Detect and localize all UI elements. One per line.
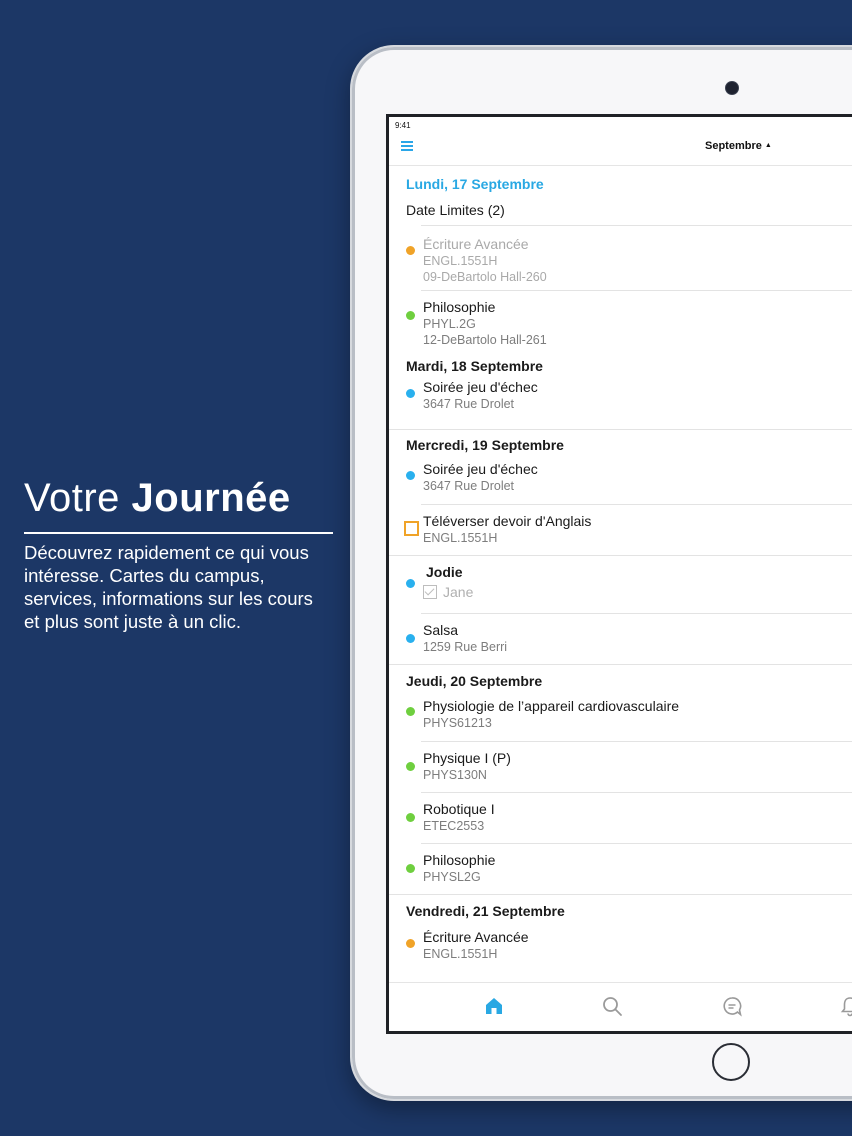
agenda-feed	[389, 166, 852, 971]
status-dot	[406, 864, 415, 873]
caret-up-icon: ▲	[764, 142, 772, 149]
list-item[interactable]: Soirée jeu d'échec 3647 Rue Drolet	[389, 379, 852, 429]
list-item[interactable]: Robotique I ETEC2553	[389, 793, 852, 843]
status-time: 9:41	[395, 121, 411, 130]
hamburger-menu-icon[interactable]	[401, 141, 413, 153]
chat-icon[interactable]	[721, 995, 743, 1017]
promo-title-light: Votre	[24, 476, 132, 520]
status-dot	[406, 707, 415, 716]
home-button[interactable]	[712, 1043, 750, 1081]
home-icon[interactable]	[483, 995, 505, 1017]
nav-bar	[389, 131, 852, 166]
list-item[interactable]: Philosophie PHYSL2G	[389, 844, 852, 894]
list-item[interactable]: Écriture Avancée ENGL.1551H 09-DeBartolo Hall-260	[389, 226, 852, 290]
deadlines-subheader: Date Limites (2)	[406, 202, 505, 218]
month-selector[interactable]	[705, 140, 772, 152]
day-header-wednesday: Mercredi, 19 Septembre	[406, 437, 564, 453]
camera-icon	[725, 81, 739, 95]
status-dot	[406, 762, 415, 771]
status-dot	[406, 246, 415, 255]
list-item[interactable]: Physique I (P) PHYS130N	[389, 742, 852, 792]
status-dot	[406, 634, 415, 643]
app-screen	[386, 114, 852, 1034]
day-header-monday: Lundi, 17 Septembre	[406, 176, 544, 192]
status-dot	[406, 813, 415, 822]
bell-icon[interactable]	[839, 995, 852, 1017]
promo-divider	[24, 532, 333, 534]
list-item[interactable]: Jodie Jane	[389, 556, 852, 613]
status-dot	[406, 311, 415, 320]
promo-description: Découvrez rapidement ce qui vous intéresse. Cartes du campus, services, informations sur les cours et plus sont juste à un clic.	[24, 542, 313, 632]
list-item-task[interactable]: Téléverser devoir d'Anglais ENGL.1551H	[389, 505, 852, 555]
month-label: Septembre	[705, 140, 762, 152]
status-dot	[406, 389, 415, 398]
day-header-friday: Vendredi, 21 Septembre	[406, 903, 565, 919]
status-dot	[406, 471, 415, 480]
list-item[interactable]: Physiologie de l’appareil cardiovasculaire PHYS61213	[389, 691, 852, 741]
promo-title-bold: Journée	[131, 476, 291, 520]
list-item[interactable]: Écriture Avancée ENGL.1551H	[389, 921, 852, 971]
list-item[interactable]: Soirée jeu d'échec 3647 Rue Drolet	[389, 456, 852, 504]
completed-checkbox[interactable]	[423, 585, 437, 599]
list-item[interactable]: Philosophie PHYL.2G 12-DeBartolo Hall-261	[389, 291, 852, 355]
promo-title	[24, 476, 291, 521]
day-header-thursday: Jeudi, 20 Septembre	[406, 673, 543, 689]
status-dot	[406, 579, 415, 588]
day-header-tuesday: Mardi, 18 Septembre	[406, 358, 543, 374]
task-checkbox[interactable]	[404, 521, 419, 536]
tab-bar	[389, 982, 852, 1031]
search-icon[interactable]	[601, 995, 623, 1017]
list-item[interactable]: Salsa 1259 Rue Berri	[389, 614, 852, 664]
status-dot	[406, 939, 415, 948]
